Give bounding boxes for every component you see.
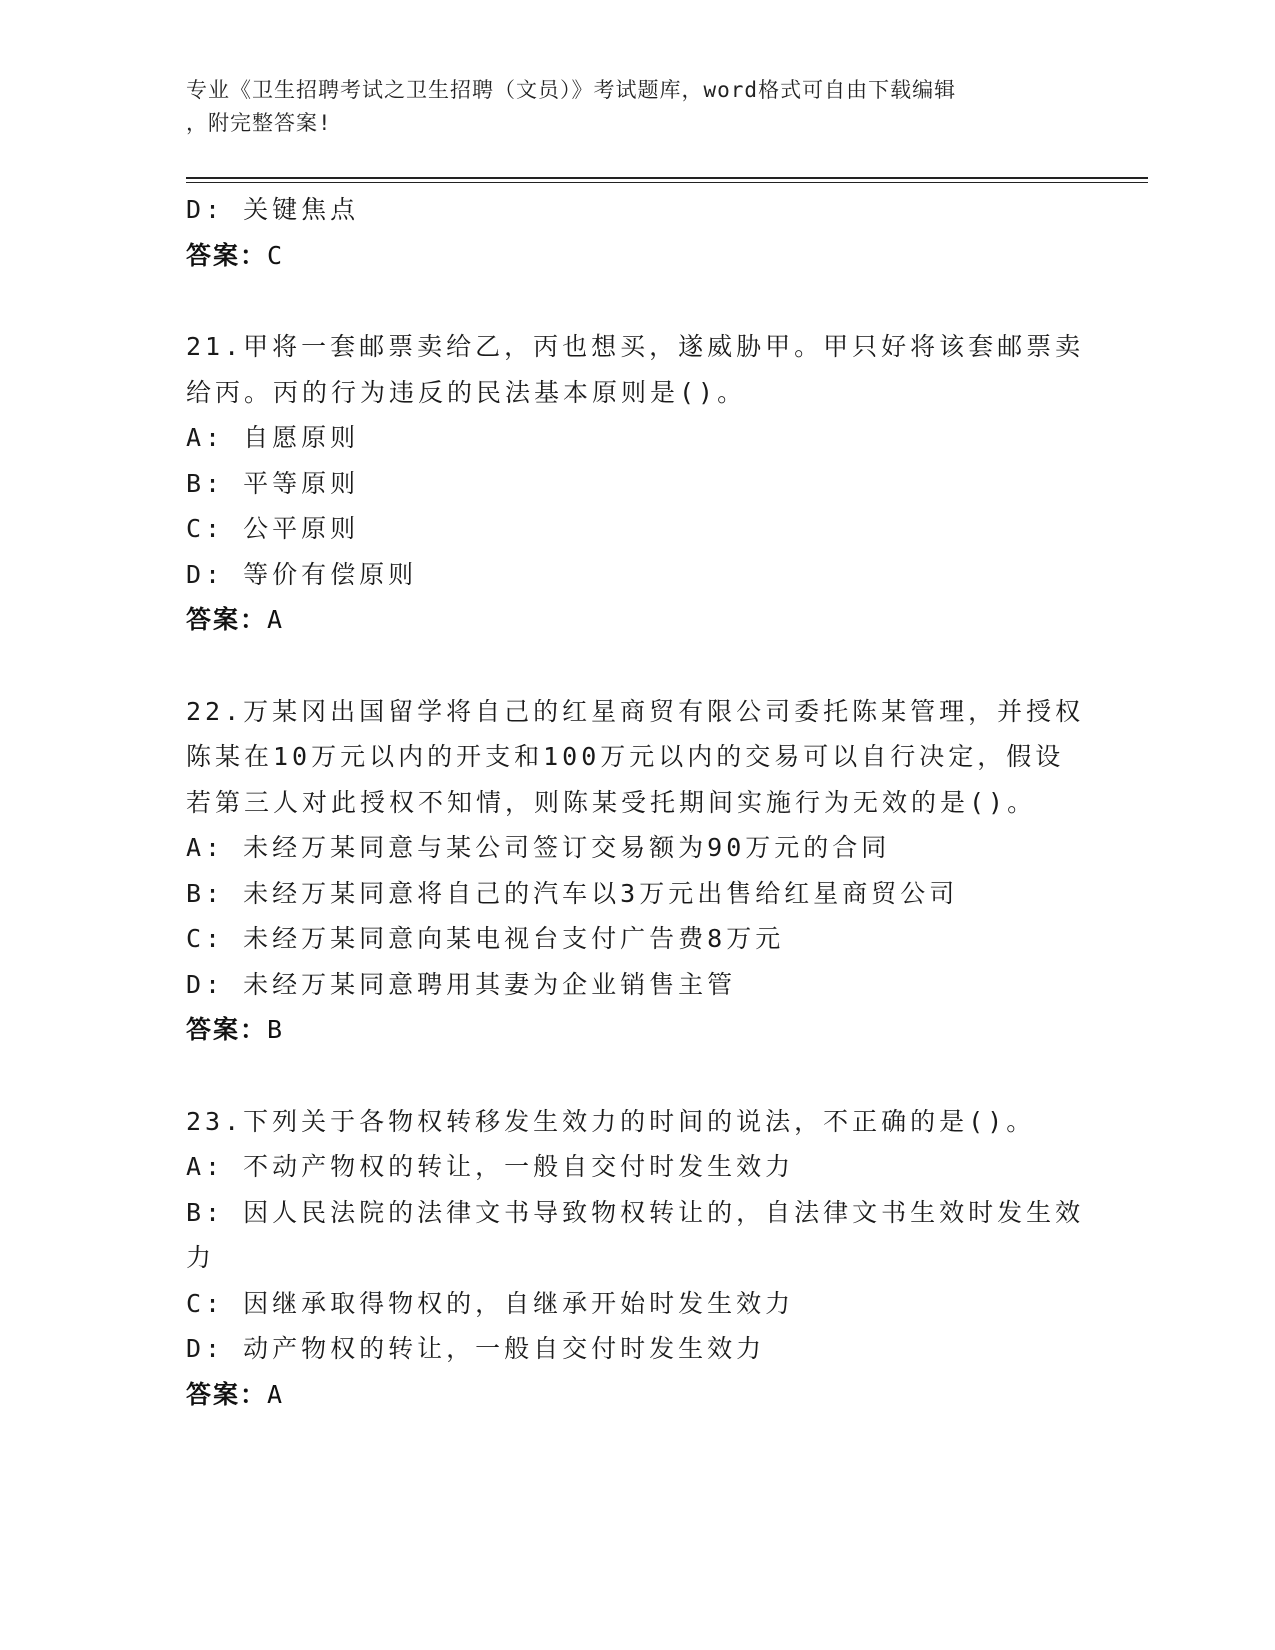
question-22 xyxy=(186,689,1086,1053)
answer-value: A xyxy=(267,605,285,634)
option-b: B: 未经万某同意将自己的汽车以3万元出售给红星商贸公司 xyxy=(186,878,959,908)
option-a: A: 未经万某同意与某公司签订交易额为90万元的合同 xyxy=(186,833,891,862)
answer-value: C xyxy=(267,240,285,270)
page-header xyxy=(186,74,1066,140)
question-stem-line: 给丙。丙的行为违反的民法基本原则是()。 xyxy=(186,377,747,407)
header-divider-thick xyxy=(186,177,1148,179)
header-line-1: 专业《卫生招聘考试之卫生招聘（文员）》考试题库，word格式可自由下载编辑 xyxy=(186,78,957,102)
spacer xyxy=(186,643,1086,689)
question-21 xyxy=(186,324,1086,643)
option-d: D: 未经万某同意聘用其妻为企业销售主管 xyxy=(186,969,737,999)
header-line-2: ，附完整答案! xyxy=(186,111,332,135)
answer-label: 答案： xyxy=(186,1015,268,1044)
option-c: C: 公平原则 xyxy=(186,514,360,543)
option-a: A: 不动产物权的转让，一般自交付时发生效力 xyxy=(186,1152,795,1181)
option-b-line-2: 力 xyxy=(186,1243,216,1272)
answer-label: 答案： xyxy=(186,605,268,634)
spacer xyxy=(186,1053,1086,1099)
spacer xyxy=(186,278,1086,324)
answer-line xyxy=(186,1372,1086,1418)
question-stem-line: 若第三人对此授权不知情，则陈某受托期间实施行为无效的是()。 xyxy=(186,787,1037,817)
option-b: B: 平等原则 xyxy=(186,468,360,498)
question-stem-line: 陈某在10万元以内的开支和100万元以内的交易可以自行决定，假设 xyxy=(186,742,1065,771)
option-b-line-1: B: 因人民法院的法律文书导致物权转让的，自法律文书生效时发生效 xyxy=(186,1197,1085,1227)
document-body xyxy=(186,187,1086,1417)
answer-line xyxy=(186,1007,1086,1053)
answer-line xyxy=(186,233,1086,279)
question-stem-line: 22.万某冈出国留学将自己的红星商贸有限公司委托陈某管理，并授权 xyxy=(186,696,1085,726)
option-d: D: 等价有偿原则 xyxy=(186,559,418,589)
option-a: A: 自愿原则 xyxy=(186,423,360,452)
header-divider-thin xyxy=(186,182,1148,183)
answer-value: B xyxy=(267,1015,285,1044)
question-20-tail xyxy=(186,187,1086,278)
option-d: D: 关键焦点 xyxy=(186,195,360,224)
answer-label: 答案： xyxy=(186,1379,268,1409)
answer-label: 答案： xyxy=(186,240,268,270)
option-c: C: 未经万某同意向某电视台支付广告费8万元 xyxy=(186,924,785,953)
question-23 xyxy=(186,1099,1086,1418)
question-stem-line: 23.下列关于各物权转移发生效力的时间的说法，不正确的是()。 xyxy=(186,1106,1036,1136)
answer-line xyxy=(186,597,1086,643)
option-c: C: 因继承取得物权的，自继承开始时发生效力 xyxy=(186,1288,795,1318)
option-d: D: 动产物权的转让，一般自交付时发生效力 xyxy=(186,1334,766,1363)
answer-value: A xyxy=(267,1379,285,1409)
question-stem-line: 21.甲将一套邮票卖给乙，丙也想买，遂威胁甲。甲只好将该套邮票卖 xyxy=(186,332,1085,361)
